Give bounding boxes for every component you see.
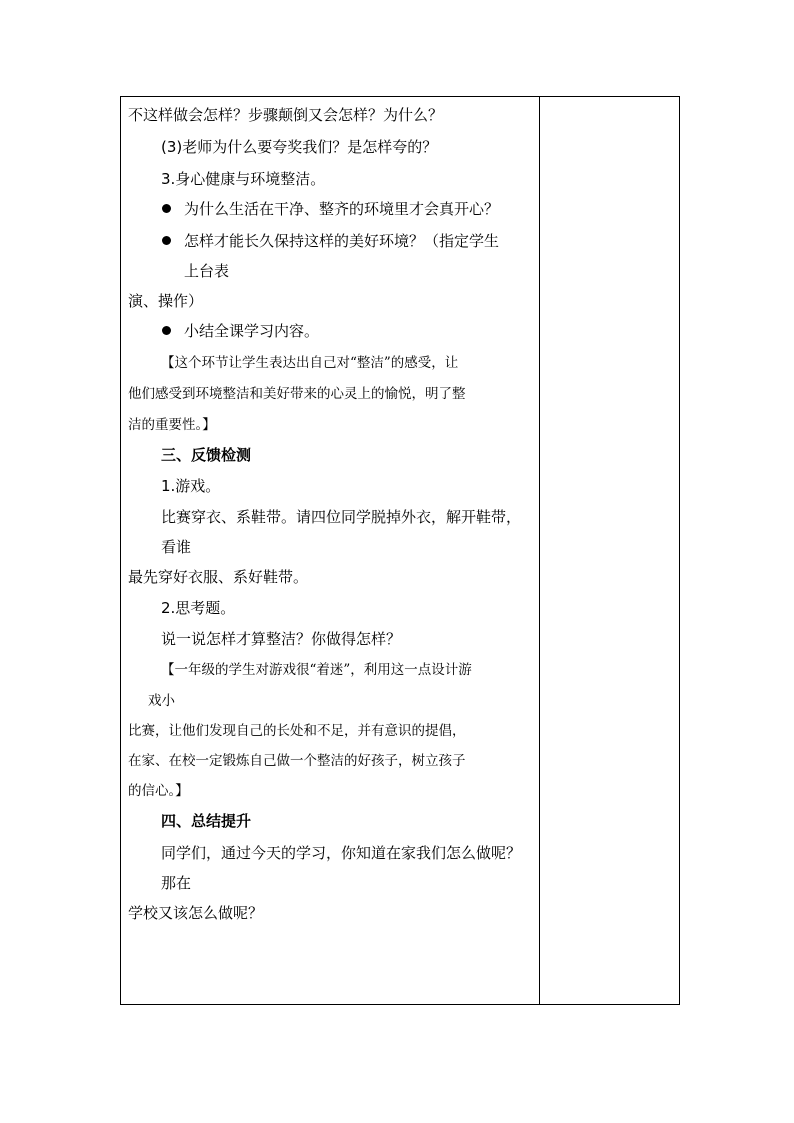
- text-line: 不这样做会怎样？步骤颠倒又会怎样？为什么？: [128, 106, 444, 124]
- section-heading: 三、反馈检测: [161, 446, 252, 464]
- bullet-item: 为什么生活在干净、整齐的环境里才会真开心？: [184, 200, 500, 218]
- text-line: 学校又该怎么做呢？: [128, 904, 264, 922]
- design-note: 在家、在校一定锻炼自己做一个整洁的好孩子，树立孩子: [128, 753, 466, 769]
- lesson-content-cell: [121, 97, 539, 1004]
- text-line: 演、操作）: [128, 292, 204, 310]
- design-note: 【这个环节让学生表达出自己对“整洁”的感受，让: [161, 355, 459, 371]
- lesson-table: [120, 96, 680, 1005]
- design-note: 的信心。】: [128, 783, 189, 799]
- text-line: 1.游戏。: [161, 477, 221, 495]
- text-line: 看谁: [161, 538, 192, 556]
- design-note: 【一年级的学生对游戏很“着迷”，利用这一点设计游: [161, 662, 472, 678]
- bullet-icon: [162, 204, 171, 213]
- text-line: 最先穿好衣服、系好鞋带。: [128, 568, 309, 586]
- design-note: 比赛，让他们发现自己的长处和不足，并有意识的提倡，: [128, 723, 466, 739]
- text-line: 那在: [161, 874, 192, 892]
- text-line: 说一说怎样才算整洁？你做得怎样？: [161, 630, 402, 648]
- design-note: 戏小: [148, 693, 175, 709]
- bullet-icon: [162, 326, 171, 335]
- bullet-icon: [162, 236, 171, 245]
- text-line: 同学们，通过今天的学习，你知道在家我们怎么做呢？: [161, 844, 522, 862]
- bullet-item-continued: 上台表: [184, 262, 230, 280]
- design-note: 洁的重要性。】: [128, 417, 216, 433]
- text-line: 2.思考题。: [161, 599, 236, 617]
- section-subtitle: 3.身心健康与环境整洁。: [161, 170, 326, 188]
- notes-cell: [540, 97, 679, 1004]
- bullet-item: 小结全课学习内容。: [184, 322, 320, 340]
- section-heading: 四、总结提升: [161, 812, 252, 830]
- bullet-item: 怎样才能长久保持这样的美好环境？（指定学生: [184, 232, 500, 250]
- text-line: 比赛穿衣、系鞋带。请四位同学脱掉外衣，解开鞋带，: [161, 508, 522, 526]
- text-line: (3)老师为什么要夸奖我们？是怎样夸的？: [161, 138, 438, 156]
- design-note: 他们感受到环境整洁和美好带来的心灵上的愉悦，明了整: [128, 386, 466, 402]
